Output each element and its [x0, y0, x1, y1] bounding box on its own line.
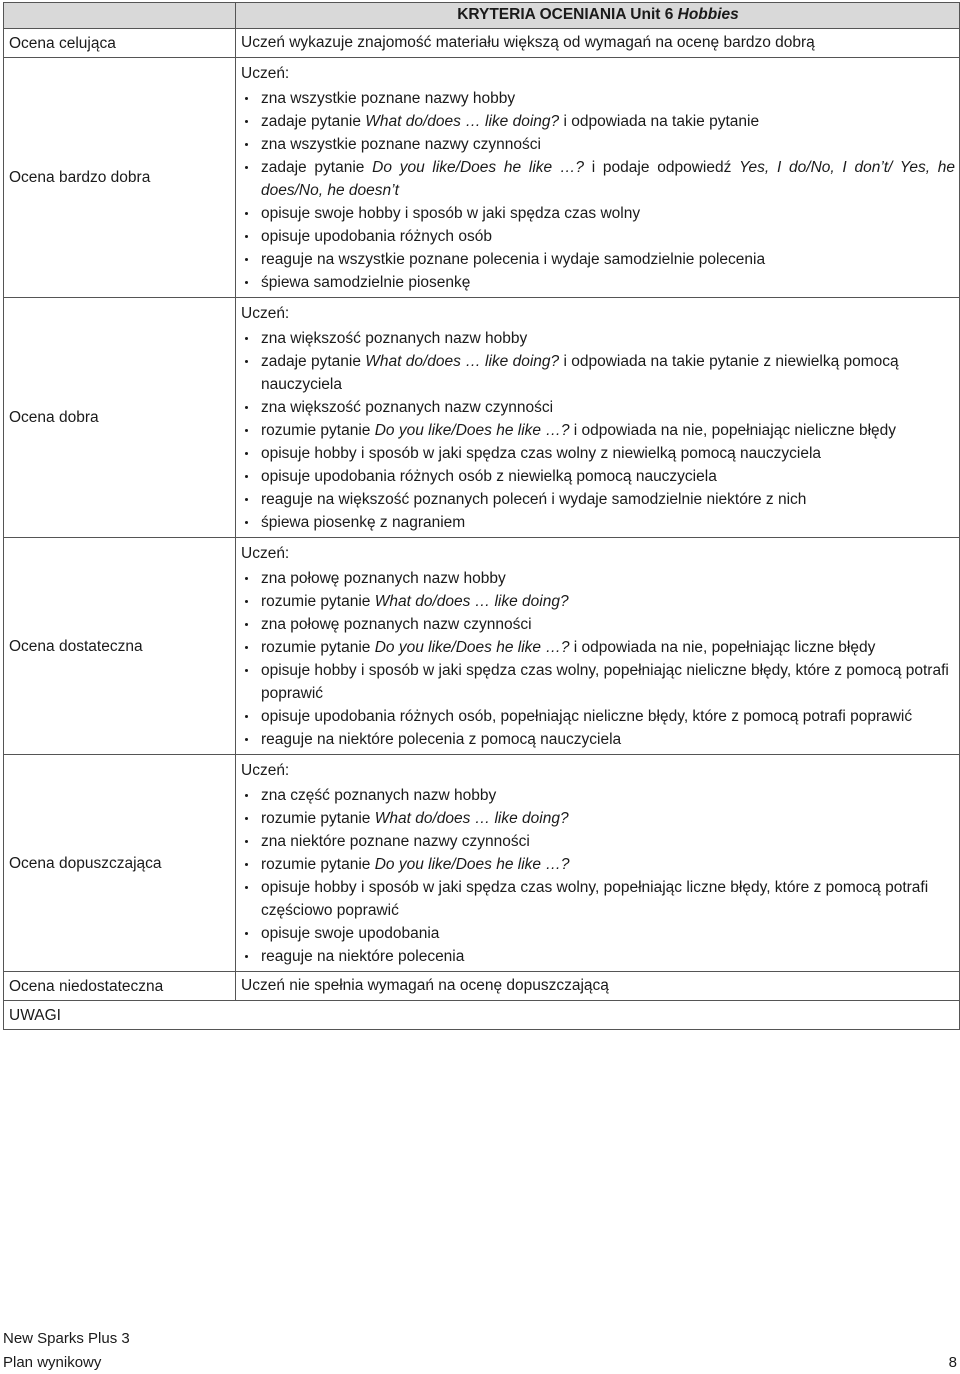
list-item: zna połowę poznanych nazw czynności [261, 613, 955, 636]
row-niedostateczna [4, 972, 960, 1001]
criteria-list [241, 567, 955, 751]
list-item: rozumie pytanie Do you like/Does he like …? [261, 853, 955, 876]
page-number: 8 [948, 1354, 957, 1371]
list-item: śpiewa samodzielnie piosenkę [261, 271, 955, 294]
criteria-bardzo-dobra [236, 58, 960, 298]
criteria-dopuszczajaca [236, 755, 960, 972]
list-item: zna większość poznanych nazw hobby [261, 327, 955, 350]
criteria-list [241, 87, 955, 294]
list-item: zna wszystkie poznane nazwy hobby [261, 87, 955, 110]
footer-book-title: New Sparks Plus 3 [3, 1330, 130, 1347]
row-bardzo-dobra [4, 58, 960, 298]
grade-label-dobra: Ocena dobra [4, 298, 236, 538]
list-item: zna niektóre poznane nazwy czynności [261, 830, 955, 853]
list-item: reaguje na niektóre polecenia z pomocą nauczyciela [261, 728, 955, 751]
criteria-table [3, 2, 960, 1030]
list-item: opisuje swoje upodobania [261, 922, 955, 945]
table-title: KRYTERIA OCENIANIA Unit 6 Hobbies [236, 3, 960, 29]
criteria-niedostateczna: Uczeń nie spełnia wymagań na ocenę dopuszczającą [236, 972, 960, 1001]
list-item: zadaje pytanie Do you like/Does he like …? i podaje odpowiedź Yes, I do/No, I don’t/ Yes, he does/No, he doesn’t [261, 156, 955, 202]
criteria-list [241, 327, 955, 534]
uczen-label: Uczeń: [241, 65, 290, 82]
list-item: rozumie pytanie What do/does … like doing? [261, 807, 955, 830]
grade-label-celujaca: Ocena celująca [4, 29, 236, 58]
row-dostateczna [4, 538, 960, 755]
list-item: rozumie pytanie What do/does … like doing? [261, 590, 955, 613]
list-item: reaguje na niektóre polecenia [261, 945, 955, 968]
uczen-label: Uczeń: [241, 545, 290, 562]
list-item: opisuje hobby i sposób w jaki spędza czas wolny z niewielką pomocą nauczyciela [261, 442, 955, 465]
list-item: zna część poznanych nazw hobby [261, 784, 955, 807]
list-item: zna połowę poznanych nazw hobby [261, 567, 955, 590]
row-uwagi [4, 1001, 960, 1030]
row-celujaca [4, 29, 960, 58]
list-item: reaguje na większość poznanych poleceń i wydaje samodzielnie niektóre z nich [261, 488, 955, 511]
grade-label-dopuszczajaca: Ocena dopuszczająca [4, 755, 236, 972]
criteria-celujaca: Uczeń wykazuje znajomość materiału większą od wymagań na ocenę bardzo dobrą [236, 29, 960, 58]
list-item: zna większość poznanych nazw czynności [261, 396, 955, 419]
header-empty-cell [4, 3, 236, 29]
criteria-list [241, 784, 955, 968]
list-item: opisuje upodobania różnych osób, popełniając nieliczne błędy, które z pomocą potrafi poprawić [261, 705, 955, 728]
criteria-dostateczna [236, 538, 960, 755]
list-item: opisuje upodobania różnych osób z niewielką pomocą nauczyciela [261, 465, 955, 488]
uczen-label: Uczeń: [241, 305, 290, 322]
uwagi-label: UWAGI [4, 1001, 960, 1030]
list-item: śpiewa piosenkę z nagraniem [261, 511, 955, 534]
footer-doc-title: Plan wynikowy [3, 1354, 102, 1371]
criteria-dobra [236, 298, 960, 538]
row-dobra [4, 298, 960, 538]
list-item: reaguje na wszystkie poznane polecenia i wydaje samodzielnie polecenia [261, 248, 955, 271]
grade-label-bardzo-dobra: Ocena bardzo dobra [4, 58, 236, 298]
list-item: opisuje swoje hobby i sposób w jaki spędza czas wolny [261, 202, 955, 225]
list-item: rozumie pytanie Do you like/Does he like …? i odpowiada na nie, popełniając nieliczne błędy [261, 419, 955, 442]
list-item: rozumie pytanie Do you like/Does he like …? i odpowiada na nie, popełniając liczne błędy [261, 636, 955, 659]
list-item: zadaje pytanie What do/does … like doing? i odpowiada na takie pytanie z niewielką pomocą nauczyciela [261, 350, 955, 396]
list-item: zadaje pytanie What do/does … like doing? i odpowiada na takie pytanie [261, 110, 955, 133]
row-dopuszczajaca [4, 755, 960, 972]
list-item: zna wszystkie poznane nazwy czynności [261, 133, 955, 156]
list-item: opisuje hobby i sposób w jaki spędza czas wolny, popełniając liczne błędy, które z pomocą potrafi częściowo poprawić [261, 876, 955, 922]
list-item: opisuje hobby i sposób w jaki spędza czas wolny, popełniając nieliczne błędy, które z pomocą potrafi poprawić [261, 659, 955, 705]
table-header-row [4, 3, 960, 29]
list-item: opisuje upodobania różnych osób [261, 225, 955, 248]
uczen-label: Uczeń: [241, 762, 290, 779]
grade-label-dostateczna: Ocena dostateczna [4, 538, 236, 755]
unit-name: Hobbies [677, 6, 739, 23]
grade-label-niedostateczna: Ocena niedostateczna [4, 972, 236, 1001]
